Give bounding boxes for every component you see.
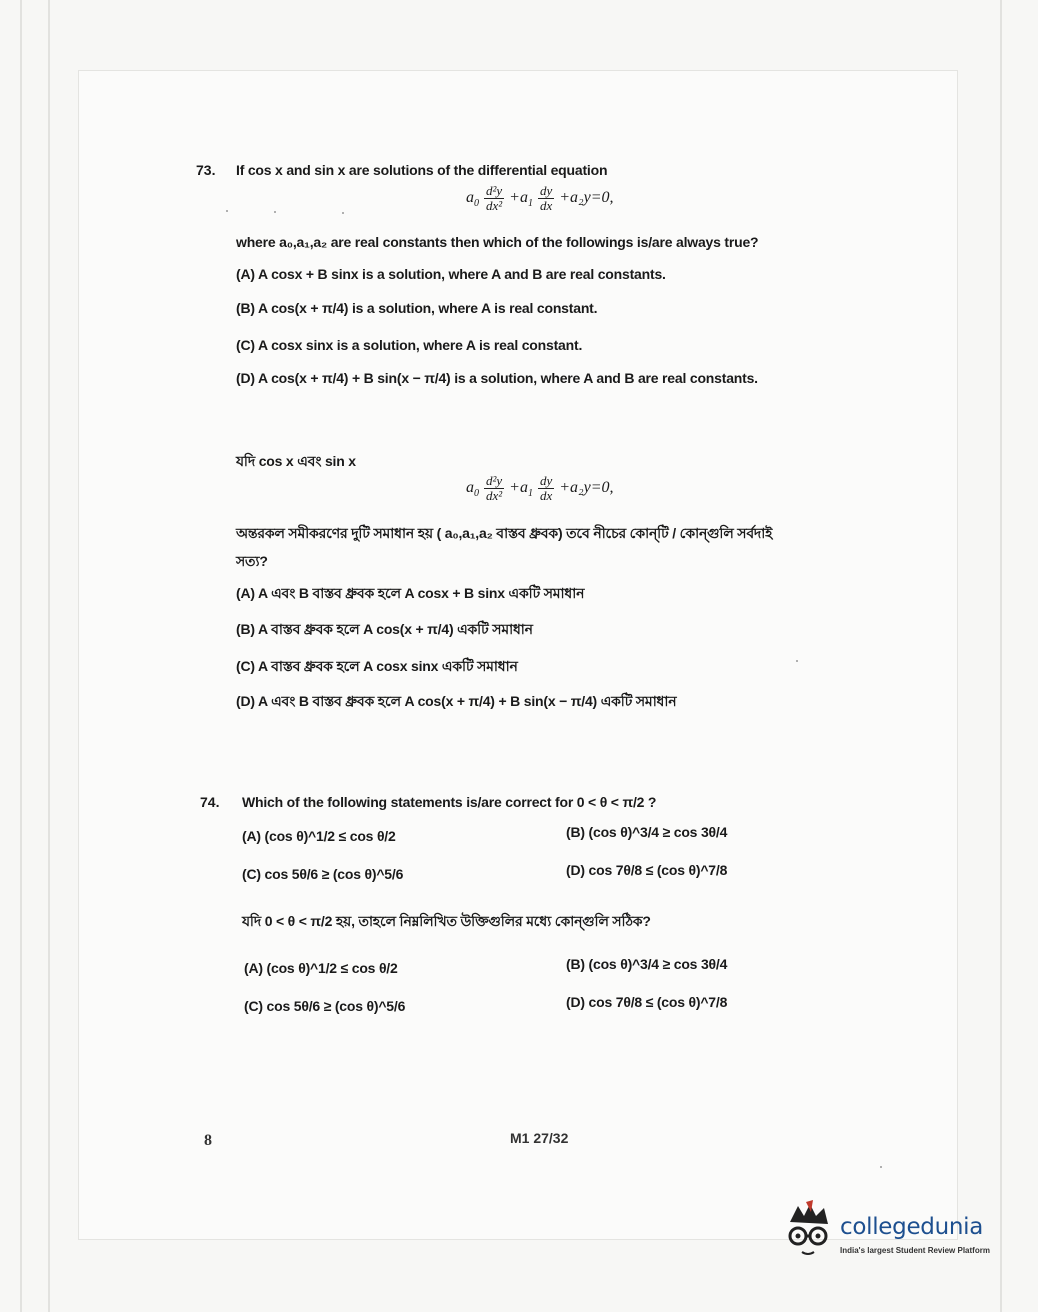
question-73-option-b-en: (B) A cos(x + π/4) is a solution, where A is real constant. bbox=[236, 300, 598, 316]
brand-tagline: India's largest Student Review Platform bbox=[840, 1246, 990, 1255]
question-73-number: 73. bbox=[196, 162, 216, 178]
brand-name: collegedunia bbox=[840, 1214, 984, 1240]
question-74-option-b-bn: (B) (cos θ)^3/4 ≥ cos 3θ/4 bbox=[566, 956, 728, 972]
question-73-option-c-bn: (C) A বাস্তব ধ্রুবক হলে A cosx sinx একটি সমাধান bbox=[236, 658, 518, 674]
question-74-option-b-en: (B) (cos θ)^3/4 ≥ cos 3θ/4 bbox=[566, 824, 728, 840]
question-74-intro: Which of the following statements is/are correct for 0 < θ < π/2 ? bbox=[242, 794, 657, 810]
scan-speck bbox=[226, 210, 228, 212]
question-73-option-a-bn: (A) A এবং B বাস্তব ধ্রুবক হলে A cosx + B sinx একটি সমাধান bbox=[236, 585, 585, 601]
scan-edge-line bbox=[48, 0, 50, 1312]
question-73-where: where a₀,a₁,a₂ are real constants then which of the followings is/are always true? bbox=[236, 234, 759, 250]
question-74-bn-intro: যদি 0 < θ < π/2 হয়, তাহলে নিম্নলিখিত উক্তিগুলির মধ্যে কোন্‌গুলি সঠিক? bbox=[242, 913, 651, 929]
question-73-intro: If cos x and sin x are solutions of the differential equation bbox=[236, 162, 608, 178]
question-74-option-d-en: (D) cos 7θ/8 ≤ (cos θ)^7/8 bbox=[566, 862, 728, 878]
question-73-equation: $a_0$ $\frac{\text{d²y}}{\text{dx²}}$ $+a_1$ $\frac{dy}{dx}$ +a₂y=0, bbox=[466, 183, 614, 213]
question-74-option-c-bn: (C) cos 5θ/6 ≥ (cos θ)^5/6 bbox=[244, 998, 406, 1014]
question-73-equation-bn: $a_0$ $\frac{\text{d²y}}{\text{dx²}}$ $+a_1$ $\frac{dy}{dx}$ +a₂y=0, bbox=[466, 473, 614, 503]
collegedunia-logo bbox=[780, 1200, 1020, 1270]
question-74-option-d-bn: (D) cos 7θ/8 ≤ (cos θ)^7/8 bbox=[566, 994, 728, 1010]
paper-code: M1 27/32 bbox=[510, 1130, 569, 1146]
question-74-option-a-en: (A) (cos θ)^1/2 ≤ cos θ/2 bbox=[242, 828, 396, 844]
scan-edge-line bbox=[20, 0, 22, 1312]
question-73-bn-body-2: সত্য? bbox=[236, 553, 268, 569]
page-number: 8 bbox=[204, 1132, 212, 1149]
question-73-option-a-en: (A) A cosx + B sinx is a solution, where A and B are real constants. bbox=[236, 266, 666, 282]
mascot-icon bbox=[780, 1200, 838, 1264]
question-74-number: 74. bbox=[200, 794, 220, 810]
question-74-option-c-en: (C) cos 5θ/6 ≥ (cos θ)^5/6 bbox=[242, 866, 404, 882]
question-74-option-a-bn: (A) (cos θ)^1/2 ≤ cos θ/2 bbox=[244, 960, 398, 976]
question-73-option-b-bn: (B) A বাস্তব ধ্রুবক হলে A cos(x + π/4) একটি সমাধান bbox=[236, 621, 533, 637]
scan-speck bbox=[342, 212, 344, 214]
question-73-option-d-bn: (D) A এবং B বাস্তব ধ্রুবক হলে A cos(x + π/4) + B sin(x − π/4) একটি সমাধান bbox=[236, 693, 677, 709]
question-73-option-d-en: (D) A cos(x + π/4) + B sin(x − π/4) is a solution, where A and B are real constants. bbox=[236, 370, 758, 386]
scan-speck bbox=[880, 1166, 882, 1168]
scan-speck bbox=[274, 211, 276, 213]
question-73-bn-intro: যদি cos x এবং sin x bbox=[236, 453, 356, 469]
question-73-option-c-en: (C) A cosx sinx is a solution, where A is real constant. bbox=[236, 337, 583, 353]
question-73-bn-body-1: অন্তরকল সমীকরণের দুটি সমাধান হয় ( a₀,a₁,a₂ বাস্তব ধ্রুবক) তবে নীচের কোন্‌টি / কোন্‌গুলি সর্বদাই bbox=[236, 525, 773, 541]
scan-speck bbox=[796, 660, 798, 662]
scan-edge-line bbox=[1000, 0, 1002, 1312]
